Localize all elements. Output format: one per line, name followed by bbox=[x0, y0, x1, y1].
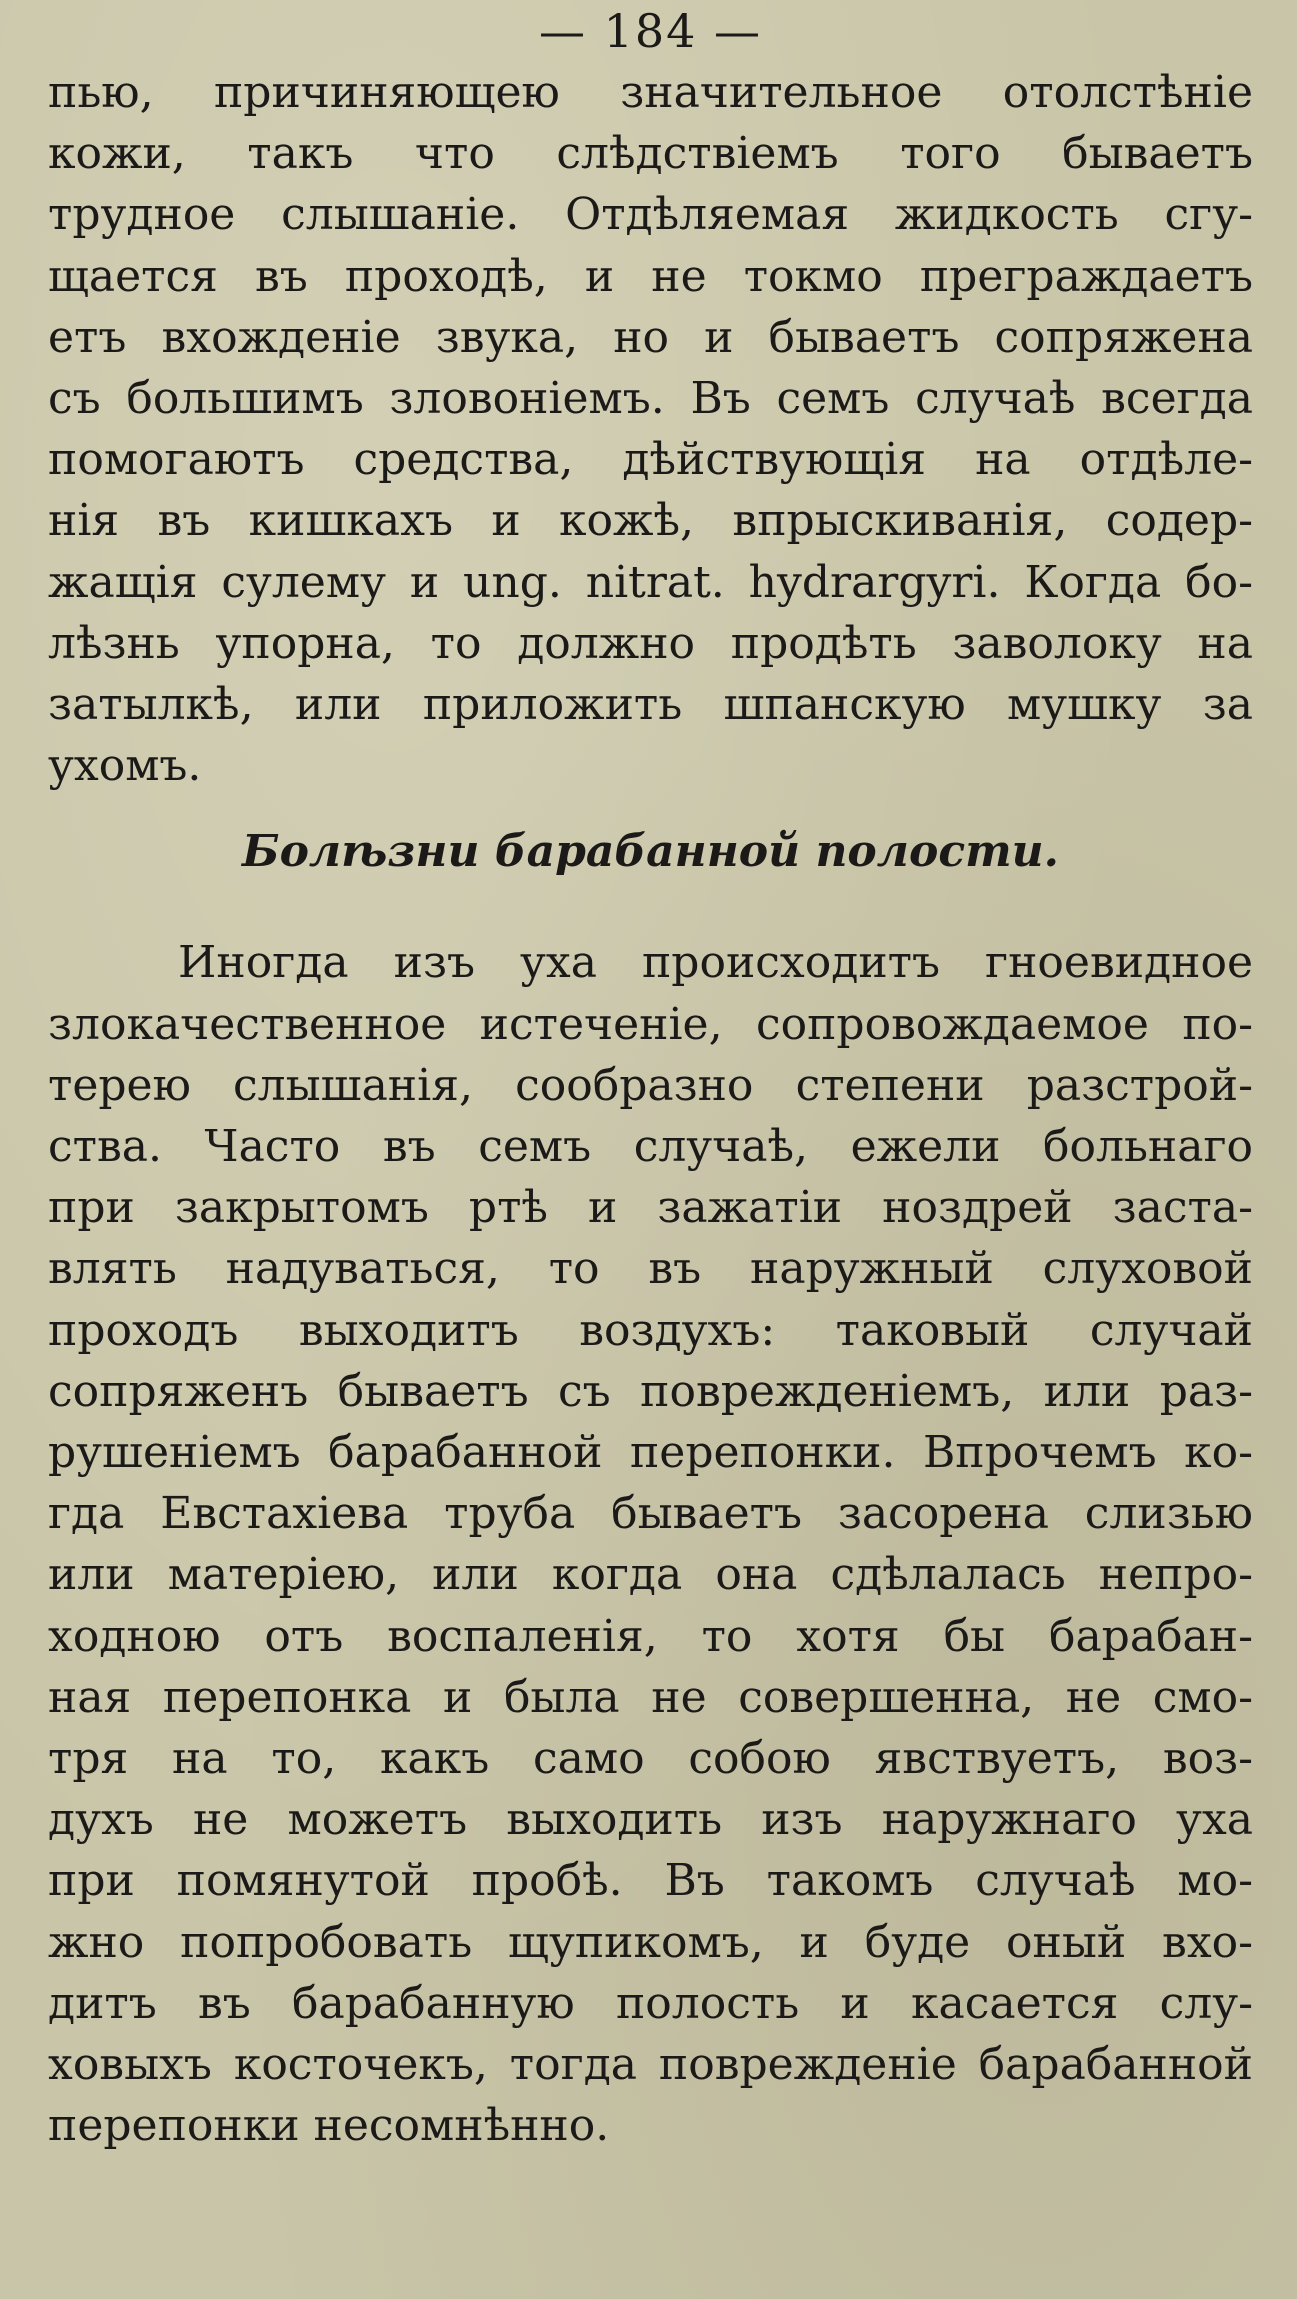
section-heading: Болѣзни барабанной полости. bbox=[241, 826, 1059, 878]
text-line: или матеріею, или когда она сдѣлалась непро- bbox=[48, 1549, 1253, 1601]
text-line: трудное слышаніе. Отдѣляемая жидкость сгу- bbox=[48, 189, 1253, 241]
text-line: щается въ проходѣ, и не токмо преграждаетъ bbox=[48, 250, 1253, 302]
text-line: тря на то, какъ само собою явствуетъ, воз- bbox=[48, 1733, 1253, 1785]
text-line: нія въ кишкахъ и кожѣ, впрыскиванія, содер- bbox=[48, 495, 1253, 547]
text-line: злокачественное истеченіе, сопровождаемое по- bbox=[48, 998, 1253, 1050]
text-line: при закрытомъ ртѣ и зажатіи ноздрей заста- bbox=[48, 1182, 1253, 1234]
text-line: пью, причиняющею значительное отолстѣніе bbox=[48, 67, 1253, 118]
text-line: гда Евстахіева труба бываетъ засорена слизью bbox=[48, 1488, 1253, 1540]
text-line: проходъ выходитъ воздухъ: таковый случай bbox=[48, 1304, 1253, 1356]
text-line: затылкѣ, или приложить шпанскую мушку за bbox=[48, 679, 1253, 731]
text-line: перепонки несомнѣнно. bbox=[48, 2100, 610, 2152]
paragraph-1 bbox=[48, 62, 1253, 796]
text-line: ходною отъ воспаленія, то хотя бы барабан- bbox=[48, 1610, 1253, 1662]
text-line: дитъ въ барабанную полость и касается слу- bbox=[48, 1977, 1253, 2029]
text-line: лѣзнь упорна, то должно продѣть заволоку на bbox=[48, 617, 1253, 669]
text-line: терею слышанія, сообразно степени разстрой- bbox=[48, 1059, 1253, 1111]
text-line: ная перепонка и была не совершенна, не смо- bbox=[48, 1671, 1253, 1723]
text-line: помогаютъ средства, дѣйствующія на отдѣле- bbox=[48, 434, 1253, 486]
text-line: Иногда изъ уха происходитъ гноевидное bbox=[178, 937, 1253, 989]
text-line: влять надуваться, то въ наружный слуховой bbox=[48, 1243, 1253, 1295]
paragraph-2 bbox=[48, 932, 1253, 2156]
text-line: духъ не можетъ выходить изъ наружнаго уха bbox=[48, 1794, 1253, 1846]
text-line: сопряженъ бываетъ съ поврежденіемъ, или раз- bbox=[48, 1365, 1253, 1417]
text-line: ховыхъ косточекъ, тогда поврежденіе барабанной bbox=[48, 2039, 1253, 2091]
text-line: етъ вхожденіе звука, но и бываетъ сопряжена bbox=[48, 311, 1253, 363]
text-line: ства. Часто въ семъ случаѣ, ежели больнаго bbox=[48, 1121, 1253, 1173]
text-line: съ большимъ зловоніемъ. Въ семъ случаѣ всегда bbox=[48, 373, 1253, 425]
text-line: жащія сулему и ung. nitrat. hydrargyri. Когда бо- bbox=[48, 556, 1253, 608]
text-line: при помянутой пробѣ. Въ такомъ случаѣ мо- bbox=[48, 1855, 1253, 1907]
text-line: рушеніемъ барабанной перепонки. Впрочемъ ко- bbox=[48, 1427, 1253, 1479]
text-line: жно попробовать щупикомъ, и буде оный вхо- bbox=[48, 1916, 1253, 1968]
page-number-header: — 184 — bbox=[538, 4, 763, 58]
text-line: ухомъ. bbox=[48, 740, 202, 792]
text-line: кожи, такъ что слѣдствіемъ того бываетъ bbox=[48, 128, 1253, 180]
